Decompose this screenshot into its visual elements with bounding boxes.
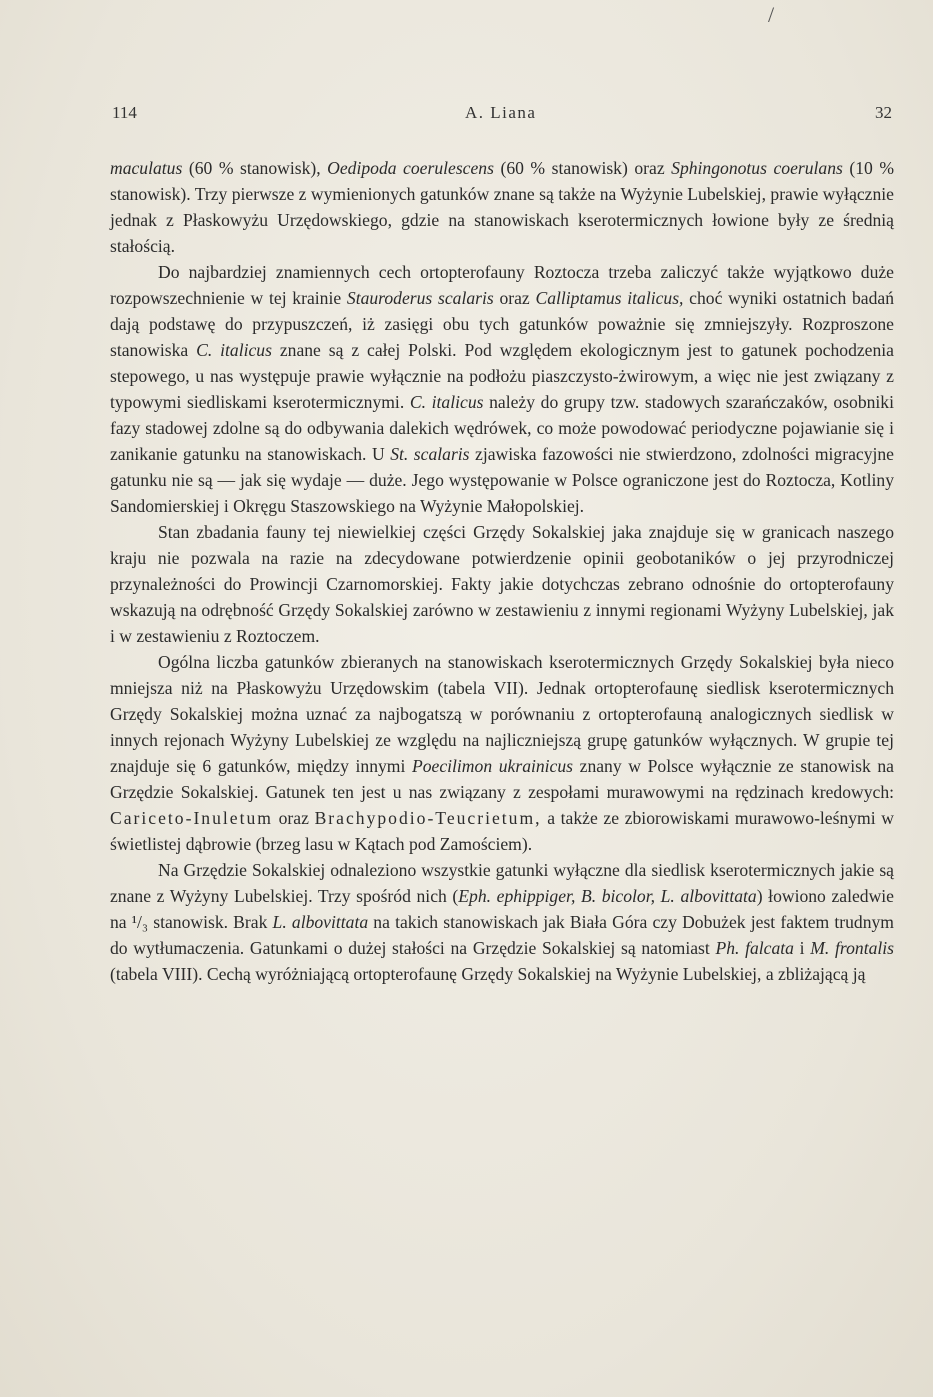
species-name: Poecilimon ukrainicus bbox=[411, 756, 574, 776]
species-name: M. frontalis bbox=[810, 938, 895, 958]
species-name: Oedipoda coerulescens bbox=[327, 158, 494, 178]
paragraph bbox=[110, 259, 894, 519]
text-run: a także ze zbiorowiskami murawowo-leśnymi w świetlistej dąbrowie (brzeg lasu w Kątach pod Zamościem). bbox=[110, 808, 894, 854]
text-run: zjawiska fazowości nie stwierdzono, zdolności migracyjne gatunku nie są — jak się wydaje — duże. Jego występowanie w Polsce ograniczone jest do Roztocza, Kotliny Sandomierskiej i Okręgu Staszowskiego na Wyżynie Małopolskiej. bbox=[110, 444, 894, 516]
text-run: Ogólna liczba gatunków zbieranych na stanowiskach kserotermicznych Grzędy Sokalskiej była nieco mniejsza niż na Płaskowyżu Urzędowskim (tabela VII). Jednak ortopterofaunę siedlisk kserotermicznych Grzędy Sokalskiej można uznać za najbogatszą w porównaniu z ortopterofauną analogicznych siedlisk w innych rejonach Wyżyny Lubelskiej ze względu na najliczniejszą grupę gatunków wyłącznych. W grupie tej znajduje się 6 gatunków, między innymi bbox=[110, 652, 894, 776]
paragraph bbox=[110, 519, 894, 649]
text-run: na takich stanowiskach jak Biała Góra czy Dobużek jest faktem trudnym do wytłumaczenia. Gatunkami o dużej stałości na Grzędzie Sokalskiej są natomiast bbox=[110, 912, 894, 958]
species-name: Calliptamus italicus, bbox=[535, 288, 684, 308]
text-run: (60 % stanowisk), bbox=[182, 158, 328, 178]
running-header bbox=[112, 103, 892, 127]
text-run: oraz bbox=[272, 808, 315, 828]
page-number-left: 114 bbox=[112, 103, 137, 122]
paragraph bbox=[110, 155, 894, 259]
text-run: Stan zbadania fauny tej niewielkiej części Grzędy Sokalskiej jaka znajduje się w granicach naszego kraju nie pozwala na razie na zdecydowane potwierdzenie opinii geobotaników o jej przyrodniczej przynależności do Prowincji Czarnomorskiej. Fakty jakie dotychczas zebrano odnośnie do ortopterofauny wskazują na odrębność Grzędy Sokalskiej zarówno w zestawieniu z innymi regionami Wyżyny Lubelskiej, jak i w zestawieniu z Roztoczem. bbox=[110, 522, 894, 646]
text-run: znane są z całej Polski. Pod względem ekologicznym jest to gatunek pochodzenia stepowego, u nas występuje prawie wyłącznie na podłożu piaszczysto-żwirowym, a więc nie jest związany z typowymi siedliskami kserotermicznymi. bbox=[110, 340, 894, 412]
paragraph bbox=[110, 649, 894, 857]
page-number-right: 32 bbox=[875, 103, 892, 122]
text-run: (10 % stanowisk). Trzy pierwsze z wymienionych gatunków znane są także na Wyżynie Lubelskiej, prawie wyłącznie jednak z Płaskowyżu Urzędowskiego, gdzie na stanowiskach kserotermicznych łowione były ze średnią stałością. bbox=[110, 158, 895, 256]
text-run: (60 % stanowisk) oraz bbox=[493, 158, 672, 178]
running-author: A. Liana bbox=[465, 103, 537, 122]
text-run: Do najbardziej znamiennych cech ortopterofauny Roztocza trzeba zaliczyć także wyjątkowo duże rozpowszechnienie w tej krainie bbox=[110, 262, 894, 308]
text-run: należy do grupy tzw. stadowych szarańczaków, osobniki fazy stadowej zdolne są do odbywania dalekich wędrówek, co może powodować periodyczne pojawianie się i zanikanie gatunku na stanowiskach. U bbox=[110, 392, 894, 464]
association-name: Cariceto-Inuletum bbox=[110, 808, 273, 828]
species-name: maculatus bbox=[110, 158, 183, 178]
species-name: Eph. ephippiger, B. bicolor, L. albovittata bbox=[458, 886, 757, 906]
text-run: i bbox=[793, 938, 811, 958]
text-run: (tabela VIII). Cechą wyróżniającą ortopterofaunę Grzędy Sokalskiej na Wyżynie Lubelskiej, a zbliżającą ją bbox=[110, 964, 866, 984]
species-name: Ph. falcata bbox=[715, 938, 794, 958]
species-name: C. italicus bbox=[409, 392, 484, 412]
text-run: oraz bbox=[493, 288, 536, 308]
species-name: Stauroderus scalaris bbox=[346, 288, 494, 308]
paragraph bbox=[110, 857, 894, 987]
text-run: Na Grzędzie Sokalskiej odnaleziono wszystkie gatunki wyłączne dla siedlisk kserotermicznych jakie są znane z Wyżyny Lubelskiej. Trzy spośród nich ( bbox=[110, 860, 894, 906]
association-name: Brachypodio-Teucrietum, bbox=[314, 808, 542, 828]
body-text bbox=[110, 155, 894, 987]
text-run: ) łowiono zaledwie na ¹/₃ stanowisk. Brak bbox=[110, 886, 894, 932]
species-name: St. scalaris bbox=[390, 444, 470, 464]
species-name: C. italicus bbox=[196, 340, 272, 360]
text-run: choć wyniki ostatnich badań dają podstawę do przypuszczeń, iż zasięgi obu tych gatunków poważnie się zmniejszyły. Rozproszone stanowiska bbox=[110, 288, 894, 360]
species-name: Sphingonotus coerulans bbox=[671, 158, 843, 178]
species-name: L. albovittata bbox=[272, 912, 369, 932]
text-run: znany w Polsce wyłącznie ze stanowisk na Grzędzie Sokalskiej. Gatunek ten jest u nas związany z zespołami murawowymi na rędzinach kredowych: bbox=[110, 756, 894, 802]
corner-pen-mark: / bbox=[768, 2, 775, 27]
